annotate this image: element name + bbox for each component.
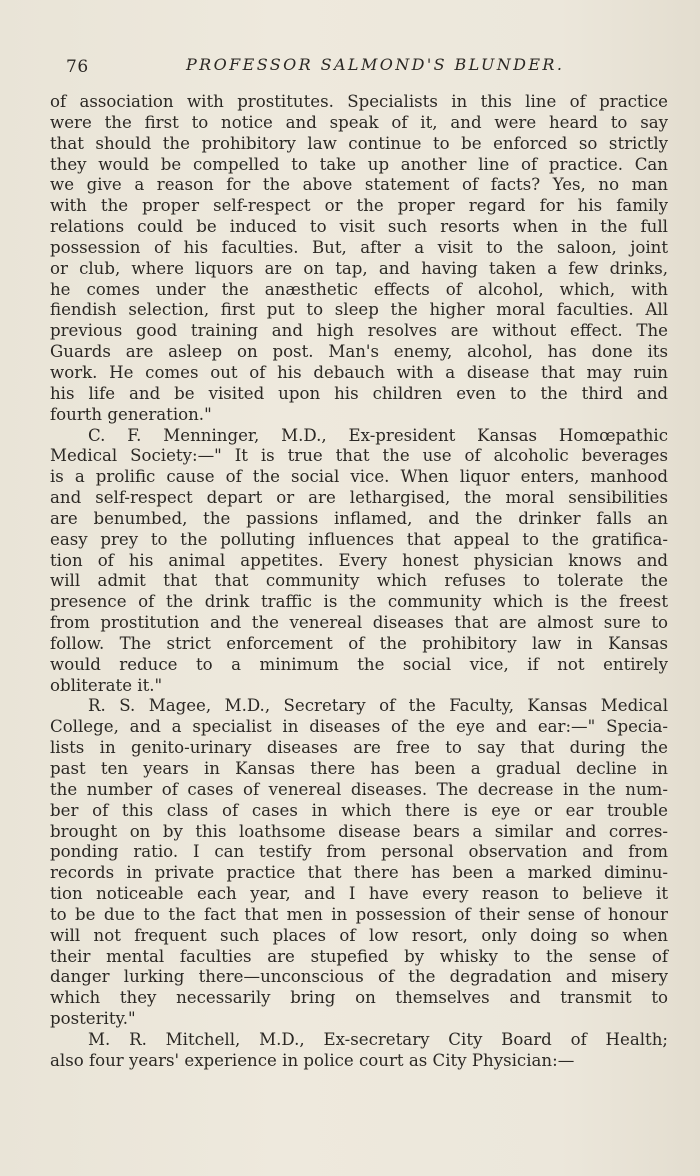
text-line: their mental faculties are stupefied by whisky to the sense of <box>50 946 668 966</box>
paragraph <box>50 696 668 1030</box>
text-line: relations could be induced to visit such resorts when in the full <box>50 217 668 237</box>
text-line: College, and a specialist in diseases of the eye and ear:—" Specia- <box>50 717 668 737</box>
text-line: his life and be visited upon his children even to the third and <box>50 383 668 403</box>
text-line: from prostitution and the venereal diseases that are almost sure to <box>50 613 668 633</box>
text-line: will not frequent such places of low resort, only doing so when <box>50 925 668 945</box>
text-line: are benumbed, the passions inflamed, and the drinker falls an <box>50 508 668 528</box>
text-line: posterity." <box>50 1009 136 1029</box>
paragraph <box>50 1030 668 1072</box>
text-line: R. S. Magee, M.D., Secretary of the Faculty, Kansas Medical <box>88 696 668 716</box>
text-line: ponding ratio. I can testify from personal observation and from <box>50 842 668 862</box>
paragraph <box>50 92 668 426</box>
text-line: tion of his animal appetites. Every honest physician knows and <box>50 550 668 570</box>
text-line: that should the prohibitory law continue to be enforced so strictly <box>50 133 668 153</box>
text-line: previous good training and high resolves are without effect. The <box>50 321 668 341</box>
paragraph <box>50 426 668 697</box>
text-line: fourth generation." <box>50 404 212 424</box>
text-line: they would be compelled to take up another line of practice. Can <box>50 154 668 174</box>
text-line: ber of this class of cases in which there is eye or ear trouble <box>50 800 668 820</box>
text-line: to be due to the fact that men in possession of their sense of honour <box>50 904 668 924</box>
text-line: he comes under the anæsthetic effects of alcohol, which, with <box>50 279 668 299</box>
text-line: we give a reason for the above statement of facts? Yes, no man <box>50 175 668 195</box>
text-line: Medical Society:—" It is true that the use of alcoholic beverages <box>50 446 668 466</box>
text-line: tion noticeable each year, and I have every reason to believe it <box>50 884 668 904</box>
running-title: PROFESSOR SALMOND'S BLUNDER. <box>186 55 565 74</box>
text-line: C. F. Menninger, M.D., Ex-president Kansas Homœpathic <box>88 425 668 445</box>
text-line: fiendish selection, first put to sleep the higher moral faculties. All <box>50 300 668 320</box>
text-line: the number of cases of venereal diseases. The decrease in the num- <box>50 779 668 799</box>
text-line: of association with prostitutes. Specialists in this line of practice <box>50 92 668 111</box>
text-line: work. He comes out of his debauch with a disease that may ruin <box>50 362 668 382</box>
text-line: will admit that that community which refuses to tolerate the <box>50 571 668 591</box>
text-line: easy prey to the polluting influences that appeal to the gratifica- <box>50 529 668 549</box>
text-line: would reduce to a minimum the social vice, if not entirely <box>50 654 668 674</box>
text-line: obliterate it." <box>50 675 163 695</box>
text-line: danger lurking there—unconscious of the degradation and misery <box>50 967 668 987</box>
text-line: possession of his faculties. But, after a visit to the saloon, joint <box>50 237 668 257</box>
text-line: follow. The strict enforcement of the prohibitory law in Kansas <box>50 633 668 653</box>
text-line: which they necessarily bring on themselves and transmit to <box>50 988 668 1008</box>
text-line: past ten years in Kansas there has been a gradual decline in <box>50 759 668 778</box>
text-line: also four years' experience in police court as City Physician:— <box>50 1050 575 1070</box>
text-line: is a prolific cause of the social vice. When liquor enters, manhood <box>50 467 668 487</box>
text-line: were the first to notice and speak of it, and were heard to say <box>50 112 668 132</box>
body-text <box>50 92 668 1072</box>
text-line: and self-respect depart or are lethargised, the moral sensibilities <box>50 488 668 508</box>
text-line: presence of the drink traffic is the community which is the freest <box>50 592 668 612</box>
text-line: records in private practice that there has been a marked diminu- <box>50 863 668 883</box>
text-line: with the proper self-respect or the proper regard for his family <box>50 196 668 216</box>
text-line: brought on by this loathsome disease bears a similar and corres- <box>50 821 668 841</box>
text-line: or club, where liquors are on tap, and having taken a few drinks, <box>50 258 668 278</box>
text-line: lists in genito-urinary diseases are free to say that during the <box>50 738 668 758</box>
text-line: M. R. Mitchell, M.D., Ex-secretary City Board of Health; <box>88 1029 668 1049</box>
text-line: Guards are asleep on post. Man's enemy, alcohol, has done its <box>50 342 668 362</box>
page-header <box>62 55 622 81</box>
page-number: 76 <box>66 57 89 77</box>
